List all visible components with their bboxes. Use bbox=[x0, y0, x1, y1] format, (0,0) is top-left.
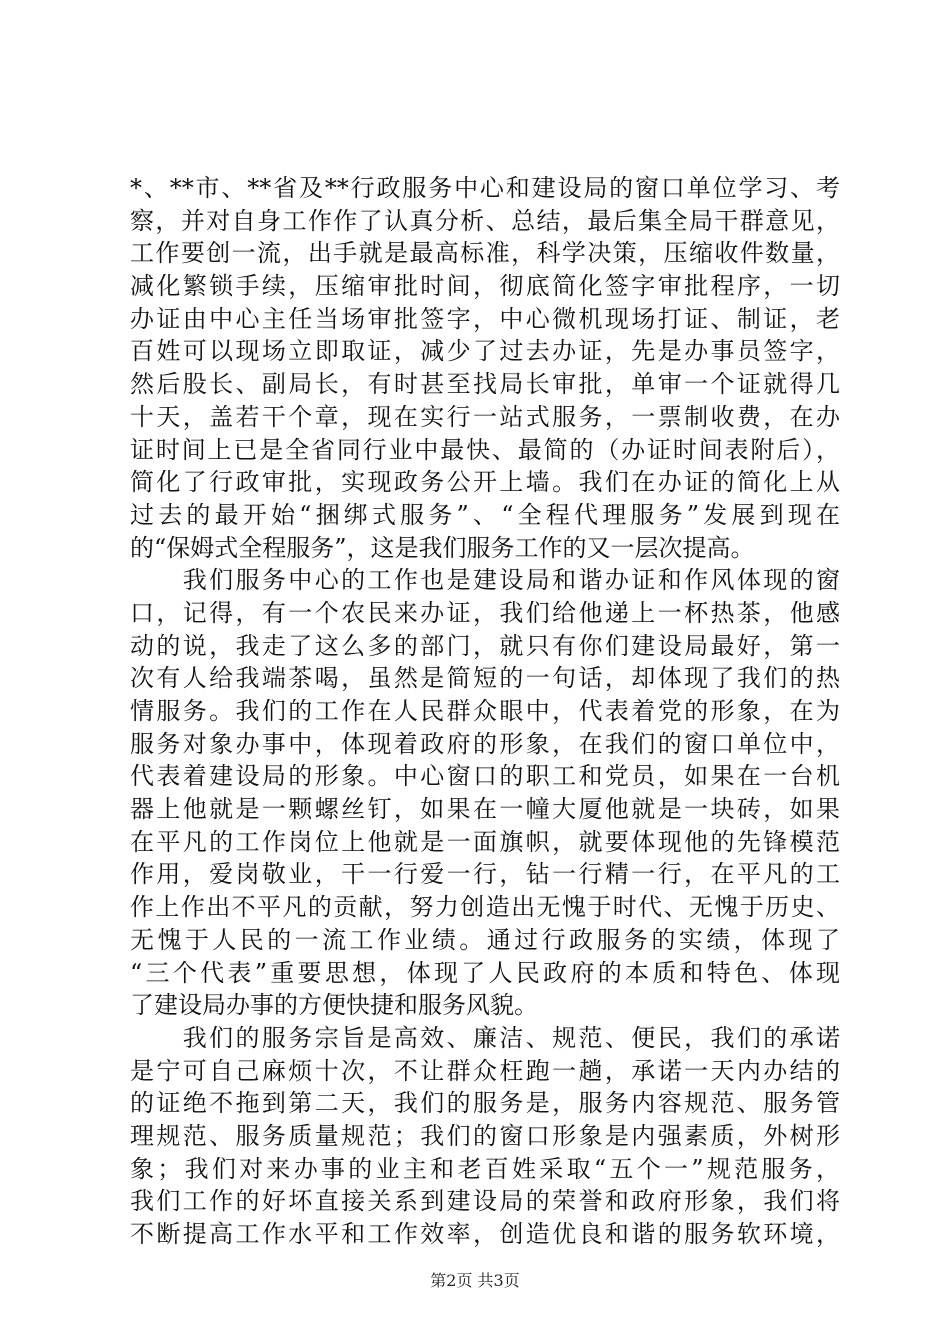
text-line: *、**市、**省及**行政服务中心和建设局的窗口单位学习、考 bbox=[130, 174, 840, 202]
text-line: 十天，盖若干个章，现在实行一站式服务，一票制收费，在办 bbox=[130, 402, 840, 431]
text-line: 作上作出不平凡的贡献，努力创造出无愧于时代、无愧于历史、 bbox=[130, 893, 840, 922]
text-line: 动的说，我走了这么多的部门，就只有你们建设局最好，第一 bbox=[130, 631, 840, 660]
text-line: 是宁可自己麻烦十次，不让群众枉跑一趟，承诺一天内办结的 bbox=[130, 1056, 840, 1085]
text-line: 服务对象办事中，体现着政府的形象，在我们的窗口单位中， bbox=[130, 729, 840, 758]
text-line: 作用，爱岗敬业，干一行爱一行，钻一行精一行，在平凡的工 bbox=[130, 860, 840, 889]
text-line: 百姓可以现场立即取证，减少了过去办证，先是办事员签字， bbox=[130, 337, 840, 366]
text-line: 情服务。我们的工作在人民群众眼中，代表着党的形象，在为 bbox=[130, 697, 840, 725]
text-line: 器上他就是一颗螺丝钉，如果在一幢大厦他就是一块砖，如果 bbox=[130, 795, 840, 824]
text-line: 的“保姆式全程服务”，这是我们服务工作的又一层次提高。 bbox=[130, 533, 755, 562]
text-line: 简化了行政审批，实现政务公开上墙。我们在办证的简化上从 bbox=[130, 468, 840, 497]
text-line: 次有人给我端茶喝，虽然是简短的一句话，却体现了我们的热 bbox=[130, 664, 840, 693]
page-number-label: 第2页 共3页 bbox=[430, 1271, 520, 1290]
text-line: 理规范、服务质量规范；我们的窗口形象是内强素质，外树形 bbox=[130, 1121, 840, 1150]
text-line: 我们的服务宗旨是高效、廉洁、规范、便民，我们的承诺 bbox=[130, 1023, 840, 1052]
page-footer bbox=[0, 1271, 950, 1291]
text-line: “三个代表”重要思想，体现了人民政府的本质和特色、体现 bbox=[130, 958, 840, 987]
text-line: 工作要创一流，出手就是最高标准，科学决策，压缩收件数量， bbox=[130, 239, 840, 268]
document-body bbox=[130, 172, 840, 1251]
text-line: 在平凡的工作岗位上他就是一面旗帜，就要体现他的先锋模范 bbox=[130, 827, 840, 856]
text-line: 过去的最开始“捆绑式服务”、“全程代理服务”发展到现在 bbox=[130, 500, 840, 529]
text-line: 察，并对自身工作作了认真分析、总结，最后集全局干群意见， bbox=[130, 206, 840, 235]
text-line: 然后股长、副局长，有时甚至找局长审批，单审一个证就得几 bbox=[130, 370, 840, 399]
text-line: 证时间上已是全省同行业中最快、最简的（办证时间表附后）， bbox=[130, 435, 840, 464]
text-line: 无愧于人民的一流工作业绩。通过行政服务的实绩，体现了 bbox=[130, 925, 840, 954]
text-line: 了建设局办事的方便快捷和服务风貌。 bbox=[130, 991, 538, 1020]
text-line: 口，记得，有一个农民来办证，我们给他递上一杯热茶，他感 bbox=[130, 598, 840, 627]
text-line: 代表着建设局的形象。中心窗口的职工和党员，如果在一台机 bbox=[130, 762, 840, 791]
text-line: 减化繁锁手续，压缩审批时间，彻底简化签字审批程序，一切 bbox=[130, 272, 840, 301]
text-line: 我们服务中心的工作也是建设局和谐办证和作风体现的窗 bbox=[130, 566, 840, 595]
text-line: 不断提高工作水平和工作效率，创造优良和谐的服务软环境， bbox=[130, 1220, 840, 1248]
text-line: 的证绝不拖到第二天，我们的服务是，服务内容规范、服务管 bbox=[130, 1089, 840, 1118]
text-line: 我们工作的好坏直接关系到建设局的荣誉和政府形象，我们将 bbox=[130, 1187, 840, 1216]
text-line: 象；我们对来办事的业主和老百姓采取“五个一”规范服务， bbox=[130, 1154, 840, 1183]
text-line: 办证由中心主任当场审批签字，中心微机现场打证、制证，老 bbox=[130, 304, 840, 333]
